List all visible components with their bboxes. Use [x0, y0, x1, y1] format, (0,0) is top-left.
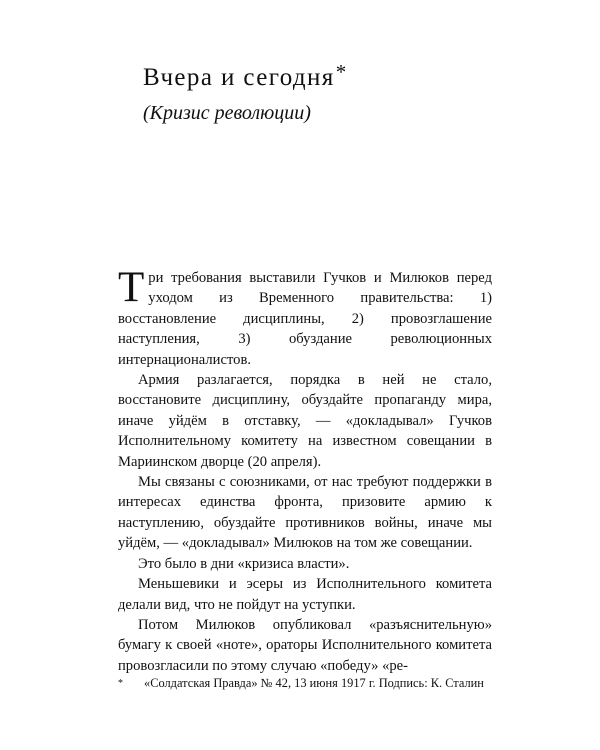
paragraph-2: Армия разлагается, порядка в ней не стало, восстановите дисциплину, обуздайте пропаганду мира, иначе уйдём в отставку, — «докладывал» Гучков Исполнительному комитету на известном совещании в Мариинском дворце (20 апреля). — [118, 372, 492, 470]
drop-cap: Т — [118, 264, 145, 311]
chapter-subtitle: (Кризис революции) — [143, 102, 311, 124]
footnote-reference-mark: * — [335, 60, 348, 84]
chapter-title — [143, 60, 348, 92]
paragraph-5: Меньшевики и эсеры из Исполнительного комитета делали вид, что не пойдут на уступки. — [118, 576, 492, 613]
footnote — [118, 676, 518, 691]
footnote-mark: * — [118, 678, 123, 689]
paragraph-4: Это было в дни «кризиса власти». — [138, 555, 350, 572]
footnote-text: «Солдатская Правда» № 42, 13 июня 1917 г. Подпись: К. Сталин — [144, 676, 484, 690]
paragraph-3: Мы связаны с союзниками, от нас требуют поддержки в интересах единства фронта, призовите армию к наступлению, обуздайте противников войны, иначе мы уйдём, — «докладывал» Милюков на том же совещании. — [118, 474, 492, 552]
chapter-title-text: Вчера и сегодня — [143, 64, 335, 91]
body-text — [118, 264, 492, 676]
paragraph-6: Потом Милюков опубликовал «разъяснительную» бумагу к своей «ноте», ораторы Исполнительного комитета провозгласили по этому случаю «победу» «ре- — [118, 616, 492, 674]
paragraph-1 — [118, 264, 492, 370]
paragraph-1-text: ри требования выставили Гучков и Милюков перед уходом из Временного правительства: 1) восстановление дисциплины, 2) провозглашение наступления, 3) обуздание революционных интернационалистов. — [118, 270, 492, 368]
